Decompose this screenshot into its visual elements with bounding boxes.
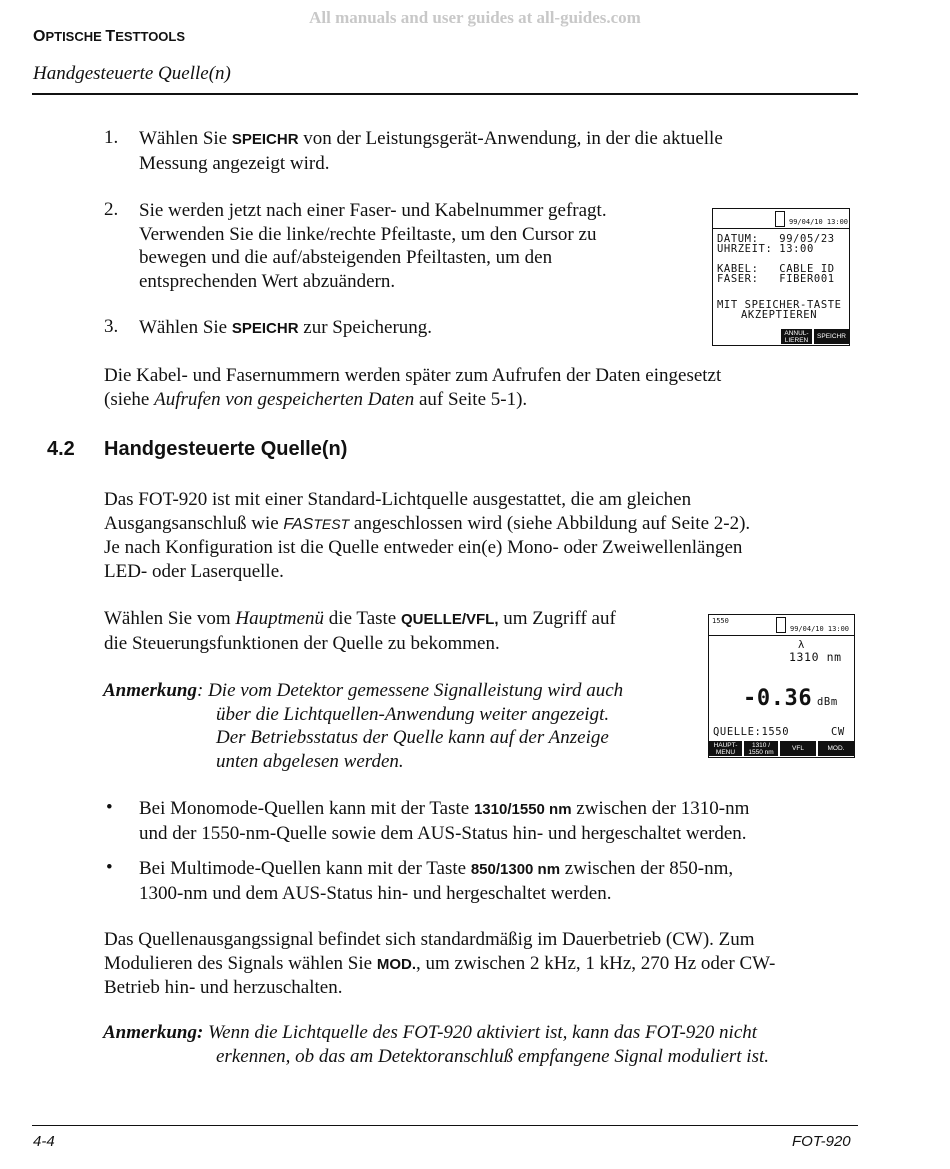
bullet-symbol: •: [106, 857, 113, 878]
softkey-wavelength: 1310 / 1550 nm: [744, 741, 778, 756]
screen-datetime: 99/04/10 13:00: [790, 625, 850, 633]
step-text: Wählen Sie SPEICHR von der Leistungsgerät-Anwendung, in der die aktuelle Messung angezeigt wird.: [139, 128, 723, 174]
modulation-status: CW: [831, 726, 845, 738]
battery-icon: [775, 211, 785, 227]
source-select-paragraph: Wählen Sie vom Hauptmenü die Taste QUELLE/VFL, um Zugriff auf die Steuerungsfunktionen der Quelle zu bekommen.: [104, 608, 616, 654]
note-detector: Anmerkung: Die vom Detektor gemessene Signalleistung wird auch über die Lichtquellen-Anwendung weiter angezeigt. Der Betriebsstatus der Quelle kann auf der Anzeige unten abgelesen werden.: [103, 680, 624, 772]
softkey-vfl: VFL: [780, 741, 816, 756]
device-screen-save: [712, 208, 850, 346]
screen-date-row: DATUM: 99/05/23: [717, 233, 835, 245]
section-subtitle: Handgesteuerte Quelle(n): [33, 63, 231, 84]
source-status: QUELLE:1550: [713, 726, 790, 738]
screen-datetime: 99/04/10 13:00: [789, 218, 849, 226]
footer-divider: [32, 1125, 858, 1126]
step-text: Wählen Sie SPEICHR zur Speicherung.: [139, 317, 433, 338]
page-number: 4-4: [33, 1133, 55, 1150]
lambda-symbol: λ: [798, 639, 805, 651]
section-title: Handgesteuerte Quelle(n): [104, 438, 348, 460]
device-screen-source: [708, 614, 855, 758]
screen-prompt-row: MIT SPEICHER-TASTE: [717, 299, 842, 311]
screen-time-row: UHRZEIT: 13:00: [717, 243, 814, 255]
section-header: OPTISCHE TESTTOOLS: [33, 28, 186, 45]
product-name: FOT-920: [792, 1133, 851, 1150]
softkey-mod: MOD.: [818, 741, 854, 756]
battery-icon: [776, 617, 786, 633]
screen-wavelength: 1310 nm: [789, 650, 842, 664]
softkey-save: SPEICHR: [814, 329, 849, 344]
section-number: 4.2: [47, 438, 75, 460]
power-reading: -0.36: [743, 686, 813, 711]
step-text: Sie werden jetzt nach einer Faser- und Kabelnummer gefragt. Verwenden Sie die linke/rechte Pfeiltaste, um den Cursor zu bewegen und die auf/absteigenden Pfeiltasten, um den entsprechenden Wert abzuändern.: [139, 200, 607, 292]
softkey-main-menu: HAUPT- MENU: [709, 741, 742, 756]
screen-cable-row: KABEL: CABLE ID: [717, 263, 835, 275]
modulation-paragraph: Das Quellenausgangssignal befindet sich standardmäßig im Dauerbetrieb (CW). Zum Modulieren des Signals wählen Sie MOD., um zwischen 2 kHz, 1 kHz, 270 Hz oder CW- Betrieb hin- und herzuschalten.: [104, 929, 776, 998]
screen-accept-row: AKZEPTIEREN: [741, 309, 818, 321]
step-number: 1.: [104, 127, 119, 148]
screen-corner-label: 1550: [712, 617, 729, 625]
bullet-monomode: Bei Monomode-Quellen kann mit der Taste 1310/1550 nm zwischen der 1310-nm und der 1550-nm-Quelle sowie dem AUS-Status hin- und hergeschaltet werden.: [139, 798, 750, 844]
power-unit: dBm: [817, 696, 838, 708]
intro-paragraph: Das FOT-920 ist mit einer Standard-Lichtquelle ausgestattet, die am gleichen Ausgangsanschluß wie FASTEST angeschlossen wird (siehe Abbildung auf Seite 2-2). Je nach Konfiguration ist die Quelle entweder ein(e) Mono- oder Zweiwellenlängen LED- oder Laserquelle.: [104, 489, 751, 582]
watermark: All manuals and user guides at all-guides.com: [309, 8, 641, 27]
bullet-multimode: Bei Multimode-Quellen kann mit der Taste 850/1300 nm zwischen der 850-nm, 1300-nm und dem AUS-Status hin- und hergeschaltet werden.: [139, 858, 734, 904]
header-divider: [32, 93, 858, 95]
step-number: 3.: [104, 316, 119, 337]
cable-fiber-paragraph: Die Kabel- und Fasernummern werden später zum Aufrufen der Daten eingesetzt (siehe Aufrufen von gespeicherten Daten auf Seite 5-1).: [104, 365, 722, 410]
bullet-symbol: •: [106, 797, 113, 818]
softkey-cancel: ANNUL- LIEREN: [781, 329, 812, 344]
screen-fiber-row: FASER: FIBER001: [717, 273, 835, 285]
note-modulation: Anmerkung: Wenn die Lichtquelle des FOT-920 aktiviert ist, kann das FOT-920 nicht erkennen, ob das am Detektoranschluß empfangene Signal moduliert ist.: [103, 1022, 770, 1067]
step-number: 2.: [104, 199, 119, 220]
